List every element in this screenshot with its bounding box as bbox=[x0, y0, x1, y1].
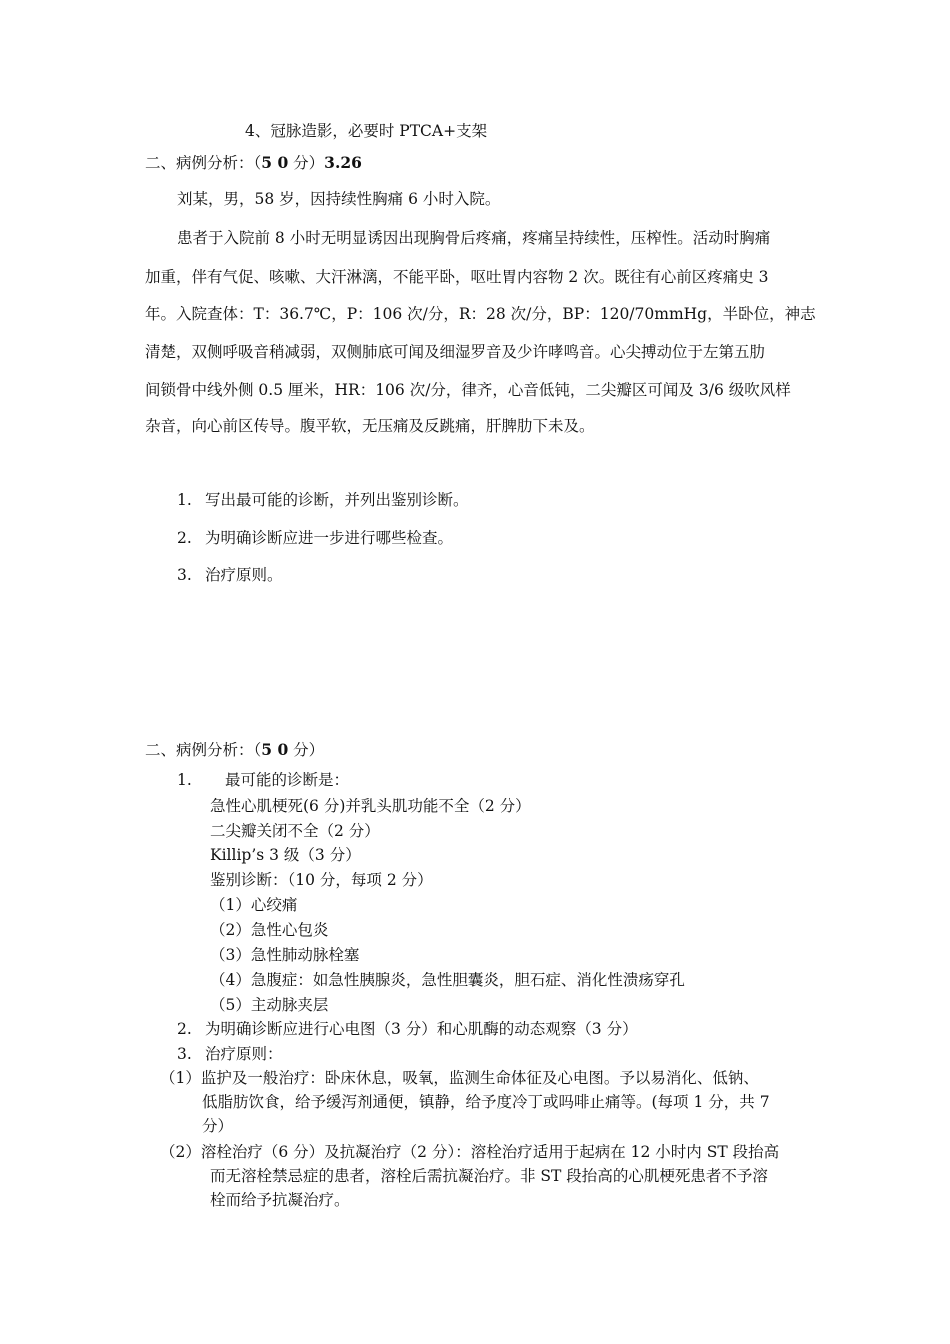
answer-2 bbox=[177, 1017, 638, 1039]
answer-title-prefix: 二、病例分析：（ bbox=[145, 741, 262, 759]
treatment-line: 低脂肪饮食，给予缓泻剂通便，镇静，给予度冷丁或吗啡止痛等。(每项 1 分，共 7 bbox=[202, 1093, 770, 1111]
question-number: 3. bbox=[177, 566, 192, 584]
question-text: 为明确诊断应进一步进行哪些检查。 bbox=[205, 529, 454, 547]
answer-number: 1. bbox=[177, 771, 192, 789]
question-number: 1. bbox=[177, 491, 192, 509]
case-history-line: 清楚，双侧呼吸音稍减弱，双侧肺底可闻及细湿罗音及少许哮鸣音。心尖搏动位于左第五肋 bbox=[145, 343, 766, 361]
answer-2-text: 为明确诊断应进行心电图（3 分）和心肌酶的动态观察（3 分） bbox=[205, 1020, 638, 1038]
item-4: 4、冠脉造影，必要时 PTCA+支架 bbox=[245, 122, 488, 140]
answer-1 bbox=[177, 768, 349, 790]
case-intro: 刘某，男，58 岁，因持续性胸痛 6 小时入院。 bbox=[177, 190, 501, 208]
question-item bbox=[177, 488, 469, 510]
treatment-line: （1）监护及一般治疗：卧床休息，吸氧，监测生命体征及心电图。予以易消化、低钠、 bbox=[160, 1069, 759, 1087]
section-title bbox=[145, 151, 362, 173]
diagnosis-line: Killip’s 3 级（3 分） bbox=[210, 846, 361, 864]
case-history-line: 间锁骨中线外侧 0.5 厘米，HR：106 次/分，律齐，心音低钝，二尖瓣区可闻及 3/6 级吹风样 bbox=[145, 381, 791, 399]
answer-number: 2. bbox=[177, 1020, 192, 1038]
case-history-line: 加重，伴有气促、咳嗽、大汗淋漓，不能平卧，呕吐胃内容物 2 次。既往有心前区疼痛史 3 bbox=[145, 268, 769, 286]
answer-title-suffix: 分） bbox=[288, 741, 325, 759]
diagnosis-line: 鉴别诊断：（10 分，每项 2 分） bbox=[210, 871, 433, 889]
section-title-prefix: 二、病例分析：（ bbox=[145, 154, 262, 172]
section-title-score: 5 0 bbox=[261, 153, 289, 172]
answer-1-label: 最可能的诊断是： bbox=[225, 771, 350, 789]
differential-item: （4）急腹症：如急性胰腺炎，急性胆囊炎，胆石症、消化性溃疡穿孔 bbox=[210, 971, 685, 989]
question-text: 写出最可能的诊断，并列出鉴别诊断。 bbox=[205, 491, 469, 509]
section-title-suffix: 分） bbox=[288, 154, 325, 172]
answer-title-score: 5 0 bbox=[261, 740, 289, 759]
treatment-line: 分） bbox=[202, 1117, 234, 1135]
differential-item: （3）急性肺动脉栓塞 bbox=[210, 946, 360, 964]
question-text: 治疗原则。 bbox=[205, 566, 283, 584]
differential-item: （1）心绞痛 bbox=[210, 896, 298, 914]
question-number: 2. bbox=[177, 529, 192, 547]
question-item bbox=[177, 563, 283, 585]
question-item bbox=[177, 526, 453, 548]
answer-number: 3. bbox=[177, 1045, 192, 1063]
case-history-line: 年。入院查体：T：36.7℃，P：106 次/分，R：28 次/分，BP：120/70mmHg，半卧位，神志 bbox=[145, 305, 816, 323]
treatment-line: 栓而给予抗凝治疗。 bbox=[210, 1191, 350, 1209]
differential-item: （5）主动脉夹层 bbox=[210, 996, 329, 1014]
diagnosis-line: 急性心肌梗死(6 分)并乳头肌功能不全（2 分） bbox=[210, 797, 531, 815]
answer-3 bbox=[177, 1042, 283, 1064]
differential-item: （2）急性心包炎 bbox=[210, 921, 329, 939]
section-title-date: 3.26 bbox=[324, 153, 362, 172]
treatment-line: （2）溶栓治疗（6 分）及抗凝治疗（2 分）：溶栓治疗适用于起病在 12 小时内 ST 段抬高 bbox=[160, 1143, 780, 1161]
case-history-line: 患者于入院前 8 小时无明显诱因出现胸骨后疼痛，疼痛呈持续性，压榨性。活动时胸痛 bbox=[177, 229, 771, 247]
case-history-line: 杂音，向心前区传导。腹平软，无压痛及反跳痛，肝脾肋下未及。 bbox=[145, 417, 595, 435]
diagnosis-line: 二尖瓣关闭不全（2 分） bbox=[210, 822, 380, 840]
answer-3-text: 治疗原则： bbox=[205, 1045, 283, 1063]
answer-title bbox=[145, 738, 324, 760]
treatment-line: 而无溶栓禁忌症的患者，溶栓后需抗凝治疗。非 ST 段抬高的心肌梗死患者不予溶 bbox=[210, 1167, 768, 1185]
